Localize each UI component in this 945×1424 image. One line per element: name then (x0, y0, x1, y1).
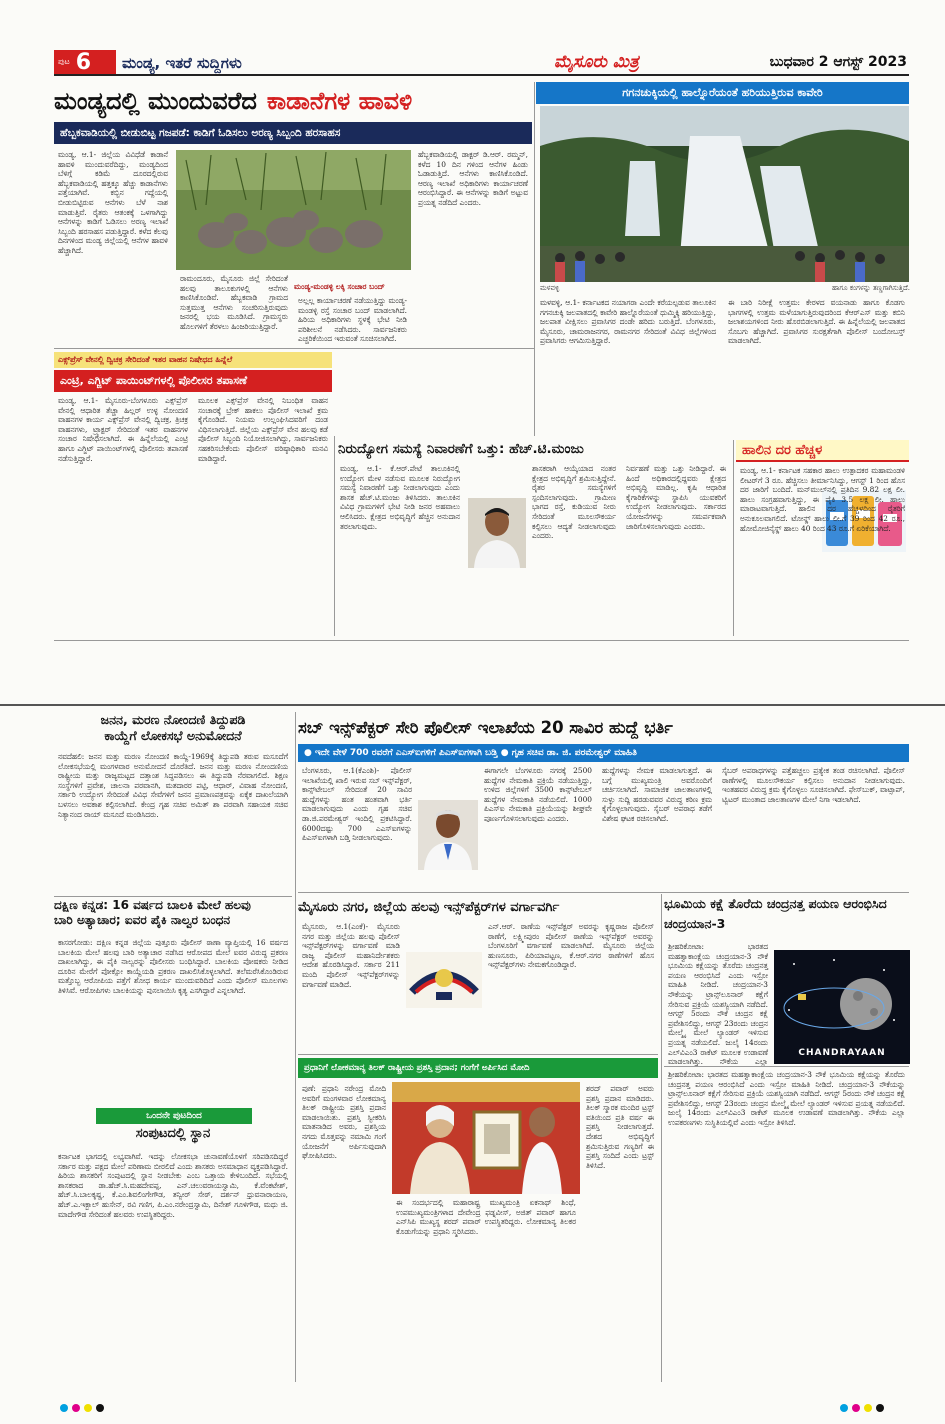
color-dot (840, 1404, 848, 1412)
color-dot (60, 1404, 68, 1412)
dk-headline-line2: ಬಾರಿ ಅತ್ಯಾಚಾರ; ಐವರ ಪೈಕಿ ನಾಲ್ವರ ಬಂಧನ (54, 913, 231, 927)
divider (54, 348, 534, 349)
lead-col-2: ರಾಮಂದೂರು, ಮೈಸೂರು ಜಿಲ್ಲೆ ಸೇರಿದಂತೆ ಹಲವು ತಾಲೂಕುಗಳಲ್ಲಿ ಆನೆಗಳು ಕಾಣಿಸಿಕೊಂಡಿವೆ. ಹೆಬ್ಬಕವಾಡಿ ಗ್ರಾಮದ ಸುತ್ತಮುತ್ತ ಆನೆಗಳು ಸಂಚರಿಸುತ್ತಿರುವುದು ಜನರಲ್ಲಿ ಭಯ ಮೂಡಿಸಿದೆ. ಗ್ರಾಮಸ್ಥರು ಹೊಲಗಳಿಗೆ ತೆರಳಲು ಹಿಂಜರಿಯುತ್ತಿದ್ದಾರೆ. (180, 274, 288, 331)
page-number-badge (54, 50, 116, 74)
modi-award-photo (392, 1082, 580, 1194)
milk-text: ಮಂಡ್ಯ, ಆ.1- ಕರ್ನಾಟಕ ಸಹಕಾರ ಹಾಲು ಉತ್ಪಾದಕರ ಮಹಾಮಂಡಳಿ ಲೀಟರ್‌ಗೆ 3 ರೂ. ಹೆಚ್ಚಿಸಲು ತೀರ್ಮಾನಿಸಿದ್ದು, ಆಗಸ್ಟ್ 1 ರಿಂದ ಹೊಸ ದರ ಜಾರಿಗೆ ಬಂದಿದೆ. ಮನ್‌ಮುಲ್‌ನಲ್ಲಿ ಪ್ರತಿದಿನ 9.82 ಲಕ್ಷ ಲೀ. ಹಾಲು ಸಂಗ್ರಹವಾಗುತ್ತಿದ್ದು, ಈ ಪೈಕಿ 3.5 ಲಕ್ಷ ಲೀ. ಹಾಲು ಮಾರಾಟವಾಗುತ್ತಿದೆ. ಹಾಲಿನ ದರ ಹೆಚ್ಚಳದಿಂದ ರೈತರಿಗೆ ಅನುಕೂಲವಾಗಲಿದೆ. ಟೋನ್ಡ್ ಹಾಲು ಲೀ.ಗೆ 39 ರಿಂದ 42 ರೂ., ಹೋಮೋಜಿನೈಸ್ಡ್ ಹಾಲು 40 ರಿಂದ 43 ರೂ.ಗೆ ಏರಿಕೆಯಾಗಿದೆ. (740, 466, 905, 533)
lead-col-4: ಹೆಬ್ಬಕವಾಡಿಯಲ್ಲಿ ಡಾಕ್ಟರ್ ಡಿ.ಆರ್. ರಮ್ಮನ್, ಕಳೆದ 10 ದಿನ ಗಳಿಂದ ಆನೆಗಳ ಹಿಂಡು ಓಡಾಡುತ್ತಿದೆ. ಆನೆಗಳು ಕಾಣಿಸಿಕೊಂಡಿದೆ. ಆರಣ್ಯ ಇಲಾಖೆ ಅಧಿಕಾರಿಗಳು ಕಾರ್ಯಾಚರಣೆ ಆರಂಭಿಸಿದ್ದಾರೆ. ಈ ಆನೆಗಳನ್ನು ಕಾಡಿಗೆ ಅಟ್ಟುವ ಪ್ರಯತ್ನ ನಡೆದಿದೆ ಎಂದರು. (418, 150, 528, 207)
waterfall-col-2: ಈ ಬಾರಿ ನಿರೀಕ್ಷೆ ಉತ್ತಮ: ಕೇರಳದ ವಯನಾಡು ಹಾಗೂ ಕೊಡಗು ಭಾಗಗಳಲ್ಲಿ ಉತ್ತಮ ಮಳೆಯಾಗುತ್ತಿರುವುದರಿಂದ ಕೆಆರ್‌ಎಸ್ ಮತ್ತು ಕಬಿನಿ ಜಲಾಶಯಗಳಿಂದ ನೀರು ಹೊರಬಿಡಲಾಗುತ್ತಿದೆ. ಈ ಹಿನ್ನೆಲೆಯಲ್ಲಿ ಜಲಪಾತದ ಸೊಬಗು ಹೆಚ್ಚಾಗಿದೆ. ಪ್ರವಾಸಿಗರ ಸುರಕ್ಷತೆಗಾಗಿ ಪೊಲೀಸ್ ಬಂದೋಬಸ್ತ್ ಮಾಡಲಾಗಿದೆ. (728, 298, 905, 346)
page-label: ಪುಟ (58, 57, 70, 66)
mysuru-col-2: ಎನ್.ಆರ್. ಠಾಣೆಯ ಇನ್ಸ್‌ಪೆಕ್ಟರ್ ಅವರನ್ನು ಕೃಷ್ಣರಾಜ ಪೊಲೀಸ್ ಠಾಣೆಗೆ, ಲಕ್ಷ್ಮೀಪುರಂ ಪೊಲೀಸ್ ಠಾಣೆಯ ಇನ್ಸ್‌ಪೆಕ್ಟರ್ ಅವರನ್ನು ಬೆಂಗಳೂರಿಗೆ ವರ್ಗಾವಣೆ ಮಾಡಲಾಗಿದೆ. ಮೈಸೂರು ಜಿಲ್ಲೆಯ ಹುಣಸೂರು, ಪಿರಿಯಾಪಟ್ಟಣ, ಕೆ.ಆರ್.ನಗರ ಠಾಣೆಗಳಿಗೆ ಹೊಸ ಇನ್ಸ್‌ಪೆಕ್ಟರ್‌ಗಳು ನೇಮಕಗೊಂಡಿದ್ದಾರೆ. (488, 922, 654, 970)
mysuru-headline-text: ಮೈಸೂರು ನಗರ, ಜಿಲ್ಲೆಯ ಹಲವು ಇನ್ಸ್‌ಪೆಕ್ಟರ್‌ಗಳ ವರ್ಗಾವರ್ಗಿ (298, 899, 560, 915)
modi-award-image (392, 1082, 580, 1194)
lead-col-3-kicker: ಮಂಡ್ಯ-ಮಂಡಳ್ಳಿ ಲಕ್ಕಿ ಸಂಚಾರ ಬಂದ್ (294, 282, 385, 291)
express-banner-text: ಎಕ್ಸ್‌ಪ್ರೆಸ್ ವೇನಲ್ಲಿ ದ್ವಿಚಕ್ರ ಸೇರಿದಂತೆ ಇತರ ವಾಹನ ನಿಷೇಧದ ಹಿನ್ನೆಲೆ (58, 355, 233, 364)
mysuru-headline (298, 896, 658, 918)
police-emblem-image (406, 952, 482, 1008)
police-col-1: ಬೆಂಗಳೂರು, ಆ.1(ಕೆಎಂಶಿ)- ಪೊಲೀಸ್ ಇಲಾಖೆಯಲ್ಲಿ ಖಾಲಿ ಇರುವ ಸಬ್ ಇನ್ಸ್‌ಪೆಕ್ಟರ್, ಕಾನ್ಸ್‌ಟೇಬಲ್ ಸೇರಿದಂತೆ 20 ಸಾವಿರ ಹುದ್ದೆಗಳನ್ನು ಹಂತ ಹಂತವಾಗಿ ಭರ್ತಿ ಮಾಡಲಾಗುವುದು ಎಂದು ಗೃಹ ಸಚಿವ ಡಾ.ಜಿ.ಪರಮೇಶ್ವರ್ ಇಂದಿಲ್ಲಿ ಪ್ರಕಟಿಸಿದ್ದಾರೆ. 6000ದಷ್ಟು 700 ಎಎಸ್‌ಐಗಳನ್ನು ಪಿಎಸ್‌ಐಗಳಾಗಿ ಬಡ್ತಿ ನೀಡಲಾಗುವುದು. (302, 766, 412, 843)
hdk-headline (338, 438, 730, 460)
dk-headline (54, 898, 292, 936)
minister-portrait (418, 800, 478, 870)
page-number: 6 (75, 50, 92, 75)
lead-subhead-text: ಹೆಬ್ಬಕವಾಡಿಯಲ್ಲಿ ಬೀಡುಬಿಟ್ಟ ಗಜಪಡೆ: ಕಾಡಿಗೆ ಓಡಿಸಲು ಅರಣ್ಯ ಸಿಬ್ಬಂದಿ ಹರಸಾಹಸ (60, 126, 341, 139)
police-col-4: ಸೈಬರ್ ಅಪರಾಧಗಳನ್ನು ಪತ್ತೆಹಚ್ಚಲು ಪ್ರತ್ಯೇಕ ತಂಡ ರಚಿಸಲಾಗಿದೆ. ಪೊಲೀಸ್ ಠಾಣೆಗಳಲ್ಲಿ ಮೂಲಸೌಕರ್ಯ ಕಲ್ಪಿಸಲು ಅನುದಾನ ನೀಡಲಾಗುವುದು. ಇಂತಹವರ ವಿರುದ್ಧ ಕ್ರಮ ಕೈಗೊಳ್ಳಲು ಸೂಚಿಸಲಾಗಿದೆ. ಫೇಸ್‌ಬುಕ್, ವಾಟ್ಸಾಪ್, ಟ್ವಿಟರ್ ಮುಂತಾದ ಜಾಲತಾಣಗಳ ಮೇಲೆ ನಿಗಾ ಇಡಲಾಗಿದೆ. (722, 766, 905, 804)
divider (334, 436, 335, 636)
chandrayaan-text: ಶ್ರೀಹರಿಕೋಟಾ: ಭಾರತದ ಮಹತ್ವಾಕಾಂಕ್ಷೆಯ ಚಂದ್ರಯಾನ-3 ನೌಕೆ ಭೂಮಿಯ ಕಕ್ಷೆಯನ್ನು ತೊರೆದು ಚಂದ್ರನತ್ತ ಪಯಣ ಆರಂಭಿಸಿದೆ ಎಂದು ಇಸ್ರೋ ಮಾಹಿತಿ ನೀಡಿದೆ. ಚಂದ್ರಯಾನ-3 ನೌಕೆಯನ್ನು ಟ್ರಾನ್ಸ್‌ಲೂನಾರ್ ಕಕ್ಷೆಗೆ ಸೇರಿಸುವ ಪ್ರಕ್ರಿಯೆ ಯಶಸ್ವಿಯಾಗಿ ನಡೆದಿದೆ. ಆಗಸ್ಟ್ 5ರಂದು ನೌಕೆ ಚಂದ್ರನ ಕಕ್ಷೆ ಪ್ರವೇಶಿಸಲಿದ್ದು, ಆಗಸ್ಟ್ 23ರಂದು ಚಂದ್ರನ ಮೇಲ್ಮೈ ಮೇಲೆ ಲ್ಯಾಂಡರ್ ಇಳಿಸುವ ಪ್ರಯತ್ನ ನಡೆಯಲಿದೆ. ಜುಲೈ 14ರಂದು ಎಲ್‌ವಿಎಂ3 ರಾಕೆಟ್ ಮೂಲಕ ಉಡಾವಣೆ ಮಾಡಲಾಗಿತ್ತು. ನೌಕೆಯ ಎಲ್ಲಾ (668, 942, 768, 1066)
divider (298, 1054, 658, 1055)
color-dot (84, 1404, 92, 1412)
color-dot (72, 1404, 80, 1412)
lead-col-1: ಮಂಡ್ಯ, ಆ.1- ಜಿಲ್ಲೆಯ ವಿವಿಧೆಡೆ ಕಾಡಾನೆ ಹಾವಳಿ ಮುಂದುವರೆದಿದ್ದು, ಮಂಡ್ಯದಿಂದ ಬೆಳಿಗ್ಗೆ ಕಡಿಮೆ ದೂರದಲ್ಲಿರುವ ಹೆಬ್ಬಕವಾಡಿಯಲ್ಲಿ ಹತ್ತಕ್ಕೂ ಹೆಚ್ಚು ಕಾಡಾನೆಗಳು ಪತ್ತೆಯಾಗಿವೆ. ಕಬ್ಬಿನ ಗದ್ದೆಯಲ್ಲಿ ಬೀಡುಬಿಟ್ಟಿರುವ ಆನೆಗಳು ಬೆಳೆ ನಾಶ ಮಾಡುತ್ತಿವೆ. ರೈತರು ಆತಂಕಕ್ಕೆ ಒಳಗಾಗಿದ್ದು ಆನೆಗಳನ್ನು ಕಾಡಿಗೆ ಓಡಿಸಲು ಅರಣ್ಯ ಇಲಾಖೆ ಸಿಬ್ಬಂದಿ ಹರಸಾಹಸ ಪಡುತ್ತಿದ್ದಾರೆ. ಕಳೆದ ಕೆಲವು ದಿನಗಳಿಂದ ಮಂಡ್ಯ ಜಿಲ್ಲೆಯಲ್ಲಿ ಆನೆಗಳ ಹಾವಳಿ ಹೆಚ್ಚಾಗಿದೆ. (58, 150, 168, 255)
waterfall-photo (540, 106, 909, 282)
lead-headline (54, 82, 532, 120)
lead-headline-black: ಮಂಡ್ಯದಲ್ಲಿ ಮುಂದುವರೆದ (54, 87, 257, 115)
sampada-ribbon-text: ಒಂದನೇ ಪುಟದಿಂದ (146, 1111, 202, 1121)
print-color-bar (840, 1404, 900, 1414)
chandrayaan-continued (664, 1068, 909, 1382)
elephants-image (176, 150, 411, 270)
divider (54, 640, 909, 641)
mysuru-col-1: ಮೈಸೂರು, ಆ.1(ಎಂಕೆ)- ಮೈಸೂರು ನಗರ ಮತ್ತು ಜಿಲ್ಲೆಯ ಹಲವು ಪೊಲೀಸ್ ಇನ್ಸ್‌ಪೆಕ್ಟರ್‌ಗಳನ್ನು ವರ್ಗಾವಣೆ ಮಾಡಿ ರಾಜ್ಯ ಪೊಲೀಸ್ ಮಹಾನಿರ್ದೇಶಕರು ಆದೇಶ ಹೊರಡಿಸಿದ್ದಾರೆ. ಸರ್ಕಾರ 211 ಮಂದಿ ಪೊಲೀಸ್ ಇನ್ಸ್‌ಪೆಕ್ಟರ್‌ಗಳನ್ನು ವರ್ಗಾವಣೆ ಮಾಡಿದೆ. (302, 922, 400, 989)
divider (298, 892, 909, 893)
header-bar (54, 50, 909, 76)
chandrayaan-headline-text: ಭೂಮಿಯ ಕಕ್ಷೆ ತೊರೆದು ಚಂದ್ರನತ್ತ ಪಯಣ ಆರಂಭಿಸಿದ ಚಂದ್ರಯಾನ-3 (664, 896, 887, 931)
masthead: ಮೈಸೂರು ಮಿತ್ರ (554, 52, 639, 72)
chandrayaan-image-label: CHANDRAYAAN (798, 1048, 886, 1058)
section-title: ಮಂಡ್ಯ, ಇತರೆ ಸುದ್ದಿಗಳು (122, 54, 242, 72)
modi-headline-text: ಪ್ರಧಾನಿಗೆ ಲೋಕಮಾನ್ಯ ತಿಲಕ್ ರಾಷ್ಟ್ರೀಯ ಪ್ರಶಸ್ತಿ ಪ್ರದಾನ; ಗಂಗೆಗೆ ಅರ್ಪಿಸಿದ ಮೋದಿ (304, 1063, 530, 1073)
lead-headline-red: ಕಾಡಾನೆಗಳ ಹಾವಳಿ (266, 87, 413, 115)
lead-col-3: ಅಲ್ಲಲ್ಲ ಕಾರ್ಯಾಚರಣೆ ನಡೆಯುತ್ತಿದ್ದು ಮಂಡ್ಯ-ಮಂಡಳ್ಳಿ ರಸ್ತೆ ಸಂಚಾರ ಬಂದ್ ಮಾಡಲಾಗಿದೆ. ಹಿರಿಯ ಅಧಿಕಾರಿಗಳು ಸ್ಥಳಕ್ಕೆ ಭೇಟಿ ನೀಡಿ ಪರಿಶೀಲನೆ ನಡೆಸಿದರು. ಸಾರ್ವಜನಿಕರು ಎಚ್ಚರಿಕೆಯಿಂದ ಇರುವಂತೆ ಸೂಚಿಸಲಾಗಿದೆ. (298, 296, 407, 344)
birth-headline-line1: ಜನನ, ಮರಣ ನೋಂದಣಿ ತಿದ್ದುಪಡಿ (100, 712, 246, 727)
waterfall-banner (536, 82, 909, 104)
modi-col-2: ಈ ಸಂದರ್ಭದಲ್ಲಿ ಮಹಾರಾಷ್ಟ್ರ ಮುಖ್ಯಮಂತ್ರಿ ಏಕನಾಥ್ ಶಿಂಧೆ, ಉಪಮುಖ್ಯಮಂತ್ರಿಗಳಾದ ದೇವೇಂದ್ರ ಫಡ್ನವೀಸ್, ಅಜಿತ್ ಪವಾರ್ ಹಾಗೂ ಎನ್‌ಸಿಪಿ ಮುಖ್ಯಸ್ಥ ಶರದ್ ಪವಾರ್ ಉಪಸ್ಥಿತರಿದ್ದರು. ಲೋಕಮಾನ್ಯ ತಿಲಕರ ಕೊಡುಗೆಯನ್ನು ಪ್ರಧಾನಿ ಸ್ಮರಿಸಿದರು. (396, 1198, 576, 1236)
divider (733, 440, 734, 636)
print-color-bar (60, 1404, 120, 1414)
police-info-bar-text: ● ಇದೇ ವೇಳೆ 700 ರವರೆಗೆ ಎಎಸ್‌ಐಗಳಿಗೆ ಪಿಎಸ್‌ಐಗಳಾಗಿ ಬಡ್ತಿ ● ಗೃಹ ಸಚಿವ ಡಾ. ಜಿ. ಪರಮೇಶ್ವರ್ ಮಾಹಿತಿ (304, 748, 637, 758)
waterfall-caption-left: ಮಳವಳ್ಳಿ (540, 284, 560, 292)
hdk-col-2: ಶಾಸಕರಾಗಿ ಆಯ್ಕೆಯಾದ ನಂತರ ಕ್ಷೇತ್ರದ ಅಭಿವೃದ್ಧಿಗೆ ಶ್ರಮಿಸುತ್ತಿದ್ದೇನೆ. ರೈತರ ಸಮಸ್ಯೆಗಳಿಗೆ ಸ್ಪಂದಿಸಲಾಗುವುದು. ಗ್ರಾಮೀಣ ಭಾಗದ ರಸ್ತೆ, ಕುಡಿಯುವ ನೀರು ಸೇರಿದಂತೆ ಮೂಲಸೌಕರ್ಯ ಕಲ್ಪಿಸಲು ಆದ್ಯತೆ ನೀಡಲಾಗುವುದು ಎಂದರು. (532, 464, 616, 541)
color-dot (864, 1404, 872, 1412)
milk-banner-text: ಹಾಲಿನ ದರ ಹೆಚ್ಚಳ (742, 442, 823, 458)
modi-col-3: ಶರದ್ ಪವಾರ್ ಅವರು ಪ್ರಶಸ್ತಿ ಪ್ರದಾನ ಮಾಡಿದರು. ತಿಲಕ್ ಸ್ಮಾರಕ ಮಂದಿರ ಟ್ರಸ್ಟ್ ವತಿಯಿಂದ ಪ್ರತಿ ವರ್ಷ ಈ ಪ್ರಶಸ್ತಿ ನೀಡಲಾಗುತ್ತದೆ. ದೇಶದ ಅಭಿವೃದ್ಧಿಗೆ ಶ್ರಮಿಸುತ್ತಿರುವ ಗಣ್ಯರಿಗೆ ಈ ಪ್ರಶಸ್ತಿ ಸಂದಿದೆ ಎಂದು ಟ್ರಸ್ಟ್ ತಿಳಿಸಿದೆ. (586, 1084, 654, 1170)
express-headline (54, 370, 332, 392)
express-col-2: ಮೂಲಕ ಎಕ್ಸ್‌ಪ್ರೆಸ್ ವೇನಲ್ಲಿ ನಿಬಂಧಿತ ವಾಹನ ಸಂಚಾರಕ್ಕೆ ಬ್ರೇಕ್ ಹಾಕಲು ಪೊಲೀಸ್ ಇಲಾಖೆ ಕ್ರಮ ಕೈಗೊಂಡಿದೆ. ನಿಯಮ ಉಲ್ಲಂಘಿಸಿದವರಿಗೆ ದಂಡ ವಿಧಿಸಲಾಗುತ್ತಿದೆ. ಜಿಲ್ಲೆಯ ಎಕ್ಸ್‌ಪ್ರೆಸ್ ವೇನ ಹಲವು ಕಡೆ ಪೊಲೀಸ್ ಸಿಬ್ಬಂದಿ ನಿಯೋಜಿಸಲಾಗಿದ್ದು, ಸಾರ್ವಜನಿಕರು ಸಹಕರಿಸಬೇಕೆಂದು ಪೊಲೀಸ್ ವರಿಷ್ಠಾಧಿಕಾರಿ ಮನವಿ ಮಾಡಿದ್ದಾರೆ. (198, 396, 328, 463)
color-dot (96, 1404, 104, 1412)
hdk-col-1: ಮಂಡ್ಯ, ಆ.1- ಕೆ.ಆರ್.ಪೇಟೆ ತಾಲೂಕಿನಲ್ಲಿ ಉದ್ಯೋಗ ಮೇಳ ನಡೆಸುವ ಮೂಲಕ ನಿರುದ್ಯೋಗ ಸಮಸ್ಯೆ ನಿವಾರಣೆಗೆ ಒತ್ತು ನೀಡಲಾಗುವುದು ಎಂದು ಶಾಸಕ ಹೆಚ್.ಟಿ.ಮಂಜು ತಿಳಿಸಿದರು. ತಾಲೂಕಿನ ವಿವಿಧ ಗ್ರಾಮಗಳಿಗೆ ಭೇಟಿ ನೀಡಿ ಜನರ ಅಹವಾಲು ಆಲಿಸಿದರು. ಕ್ಷೇತ್ರದ ಅಭಿವೃದ್ಧಿಗೆ ಹೆಚ್ಚಿನ ಅನುದಾನ ತರಲಾಗುವುದು. (340, 464, 460, 531)
divider (0, 704, 945, 706)
mla-portrait (468, 498, 526, 568)
waterfall-image (540, 106, 909, 282)
police-headline (298, 714, 909, 742)
police-col-3: ಹುದ್ದೆಗಳನ್ನು ನೇಮಕ ಮಾಡಲಾಗುತ್ತದೆ. ಈ ಬಗ್ಗೆ ಮುಖ್ಯಮಂತ್ರಿ ಅವರೊಂದಿಗೆ ಚರ್ಚಿಸಲಾಗಿದೆ. ಸಾಮಾಜಿಕ ಜಾಲತಾಣಗಳಲ್ಲಿ ಸುಳ್ಳು ಸುದ್ದಿ ಹರಡುವವರ ವಿರುದ್ಧ ಕಠಿಣ ಕ್ರಮ ಕೈಗೊಳ್ಳಲಾಗುವುದು. ಸೈಬರ್ ಅಪರಾಧ ತಡೆಗೆ ವಿಶೇಷ ಘಟಕ ರಚಿಸಲಾಗಿದೆ. (602, 766, 712, 823)
chandrayaan-continued-text: ಶ್ರೀಹರಿಕೋಟಾ: ಭಾರತದ ಮಹತ್ವಾಕಾಂಕ್ಷೆಯ ಚಂದ್ರಯಾನ-3 ನೌಕೆ ಭೂಮಿಯ ಕಕ್ಷೆಯನ್ನು ತೊರೆದು ಚಂದ್ರನತ್ತ ಪಯಣ ಆರಂಭಿಸಿದೆ ಎಂದು ಇಸ್ರೋ ಮಾಹಿತಿ ನೀಡಿದೆ. ಚಂದ್ರಯಾನ-3 ನೌಕೆಯನ್ನು ಟ್ರಾನ್ಸ್‌ಲೂನಾರ್ ಕಕ್ಷೆಗೆ ಸೇರಿಸುವ ಪ್ರಕ್ರಿಯೆ ಯಶಸ್ವಿಯಾಗಿ ನಡೆದಿದೆ. ಆಗಸ್ಟ್ 5ರಂದು ನೌಕೆ ಚಂದ್ರನ ಕಕ್ಷೆ ಪ್ರವೇಶಿಸಲಿದ್ದು, ಆಗಸ್ಟ್ 23ರಂದು ಚಂದ್ರನ ಮೇಲ್ಮೈ ಮೇಲೆ ಲ್ಯಾಂಡರ್ ಇಳಿಸುವ ಪ್ರಯತ್ನ ನಡೆಯಲಿದೆ. ಜುಲೈ 14ರಂದು ಎಲ್‌ವಿಎಂ3 ರಾಕೆಟ್ ಮೂಲಕ ಉಡಾವಣೆ ಮಾಡಲಾಗಿತ್ತು. ನೌಕೆಯ ಎಲ್ಲಾ ಉಪಕರಣಗಳು ಸುಸ್ಥಿತಿಯಲ್ಲಿವೆ ಎಂದು ಇಸ್ರೋ ತಿಳಿಸಿದೆ. (668, 1070, 905, 1127)
birth-headline-line2: ಕಾಯ್ದೆಗೆ ಲೋಕಸಭೆ ಅನುಮೋದನೆ (104, 728, 242, 743)
lead-subhead (54, 122, 532, 144)
express-headline-text: ಎಂಟ್ರಿ, ಎಗ್ಜಿಟ್ ಪಾಯಿಂಟ್‌ಗಳಲ್ಲಿ ಪೊಲೀಸರ ತಪಾಸಣೆ (60, 374, 248, 387)
birth-headline (54, 712, 292, 750)
birth-text: ನವದೆಹಲಿ: ಜನನ ಮತ್ತು ಮರಣ ನೋಂದಣಿ ಕಾಯ್ದೆ-1969ಕ್ಕೆ ತಿದ್ದುಪಡಿ ತರುವ ಮಸೂದೆಗೆ ಲೋಕಸಭೆಯಲ್ಲಿ ಮಂಗಳವಾರ ಅನುಮೋದನೆ ದೊರೆತಿದೆ. ಜನನ ಮತ್ತು ಮರಣ ನೋಂದಣಿಯ ರಾಷ್ಟ್ರೀಯ ಮತ್ತು ರಾಜ್ಯಮಟ್ಟದ ದತ್ತಾಂಶ ಸಿದ್ಧಪಡಿಸಲು ಈ ತಿದ್ದುಪಡಿ ನೆರವಾಗಲಿದೆ. ಶಿಕ್ಷಣ ಸಂಸ್ಥೆಗಳಿಗೆ ಪ್ರವೇಶ, ಚಾಲನಾ ಪರವಾನಗಿ, ಮತದಾರರ ಪಟ್ಟಿ, ಆಧಾರ್, ವಿವಾಹ ನೋಂದಣಿ, ಸರ್ಕಾರಿ ಉದ್ಯೋಗ ಸೇರಿದಂತೆ ವಿವಿಧ ಸೇವೆಗಳಿಗೆ ಜನನ ಪ್ರಮಾಣಪತ್ರವನ್ನು ಏಕೈಕ ದಾಖಲೆಯಾಗಿ ಬಳಸಲು ಅವಕಾಶ ಕಲ್ಪಿಸಲಾಗಿದೆ. ಕೇಂದ್ರ ಗೃಹ ಸಚಿವ ಅಮಿತ್ ಶಾ ಪರವಾಗಿ ಸಹಾಯಕ ಸಚಿವ ನಿತ್ಯಾನಂದ ರಾಯ್ ಮಸೂದೆ ಮಂಡಿಸಿದರು. (58, 752, 288, 819)
minister-image (418, 800, 478, 870)
hdk-col-3: ನಿರ್ವಹಣೆ ಮತ್ತು ಒತ್ತು ನೀಡಿದ್ದಾರೆ. ಈ ಹಿಂದೆ ಅಧಿಕಾರದಲ್ಲಿದ್ದವರು ಕ್ಷೇತ್ರದ ಅಭಿವೃದ್ಧಿ ಮಾಡಿಲ್ಲ. ಕೃಷಿ ಆಧಾರಿತ ಕೈಗಾರಿಕೆಗಳನ್ನು ಸ್ಥಾಪಿಸಿ ಯುವಕರಿಗೆ ಉದ್ಯೋಗ ನೀಡಲಾಗುವುದು. ಸರ್ಕಾರದ ಯೋಜನೆಗಳನ್ನು ಸಮರ್ಪಕವಾಗಿ ಜಾರಿಗೊಳಿಸಲಾಗುವುದು ಎಂದರು. (626, 464, 726, 531)
police-col-2: ಈಗಾಗಲೇ ಬೆಂಗಳೂರು ನಗರಕ್ಕೆ 2500 ಹುದ್ದೆಗಳ ನೇಮಕಾತಿ ಪ್ರಕ್ರಿಯೆ ನಡೆಯುತ್ತಿದ್ದು, ಉಳಿದ ಜಿಲ್ಲೆಗಳಿಗೆ 3500 ಕಾನ್ಸ್‌ಟೇಬಲ್ ಹುದ್ದೆಗಳ ನೇಮಕಾತಿ ನಡೆಯಲಿದೆ. 1000 ಪಿಎಸ್‌ಐ ನೇಮಕಾತಿ ಪ್ರಕ್ರಿಯೆಯನ್ನು ಶೀಘ್ರವೇ ಪೂರ್ಣಗೊಳಿಸಲಾಗುವುದು ಎಂದರು. (484, 766, 592, 823)
waterfall-caption-right: ಹಾಗೂ ಕಂಗಳನ್ನು ತಣ್ಣಗಾಗಿಸುತ್ತಿದೆ. (832, 284, 910, 292)
modi-col-1: ಪುಣೆ: ಪ್ರಧಾನಿ ನರೇಂದ್ರ ಮೋದಿ ಅವರಿಗೆ ಮಂಗಳವಾರ ಲೋಕಮಾನ್ಯ ತಿಲಕ್ ರಾಷ್ಟ್ರೀಯ ಪ್ರಶಸ್ತಿ ಪ್ರದಾನ ಮಾಡಲಾಯಿತು. ಪ್ರಶಸ್ತಿ ಸ್ವೀಕರಿಸಿ ಮಾತನಾಡಿದ ಅವರು, ಪ್ರಶಸ್ತಿಯ ನಗದು ಮೊತ್ತವನ್ನು ನಮಾಮಿ ಗಂಗೆ ಯೋಜನೆಗೆ ಅರ್ಪಿಸುವುದಾಗಿ ಘೋಷಿಸಿದರು. (302, 1084, 386, 1161)
dk-text: ಕಾಸರಗೋಡು: ದಕ್ಷಿಣ ಕನ್ನಡ ಜಿಲ್ಲೆಯ ಪುತ್ತೂರು ಪೊಲೀಸ್ ಠಾಣಾ ವ್ಯಾಪ್ತಿಯಲ್ಲಿ 16 ವರ್ಷದ ಬಾಲಕಿಯ ಮೇಲೆ ಹಲವು ಬಾರಿ ಅತ್ಯಾಚಾರ ನಡೆಸಿದ ಆರೋಪದ ಮೇಲೆ ಐವರ ವಿರುದ್ಧ ಪ್ರಕರಣ ದಾಖಲಾಗಿದ್ದು, ಈ ಪೈಕಿ ನಾಲ್ವರನ್ನು ಪೊಲೀಸರು ಬಂಧಿಸಿದ್ದಾರೆ. ಬಾಲಕಿಯ ಪೋಷಕರು ನೀಡಿದ ದೂರಿನ ಮೇರೆಗೆ ಪೋಕ್ಸೋ ಕಾಯ್ದೆಯಡಿ ಪ್ರಕರಣ ದಾಖಲಿಸಿಕೊಳ್ಳಲಾಗಿದೆ. ತಲೆಮರೆಸಿಕೊಂಡಿರುವ ಮತ್ತೊಬ್ಬ ಆರೋಪಿಯ ಪತ್ತೆಗೆ ಶೋಧ ಕಾರ್ಯ ಮುಂದುವರಿದಿದೆ ಎಂದು ಪೊಲೀಸ್ ಮೂಲಗಳು ತಿಳಿಸಿವೆ. ಆರೋಪಿಗಳು ಬಾಲಕಿಯನ್ನು ಪುಸಲಾಯಿಸಿ ಕೃತ್ಯ ಎಸಗಿದ್ದಾರೆ ಎನ್ನಲಾಗಿದೆ. (58, 938, 288, 995)
sampada-text: ಕರ್ನಾಟಕ ಭಾಗದಲ್ಲಿ ಲಭ್ಯವಾಗಿವೆ. ಇದನ್ನು ಲೋಕಸಭಾ ಚುನಾವಣೆಯೊಳಗೆ ಸರಿಪಡಿಸದಿದ್ದರೆ ಸರ್ಕಾರ ಮತ್ತು ಪಕ್ಷದ ಮೇಲೆ ಪರಿಣಾಮ ಬೀರಲಿದೆ ಎಂದು ಶಾಸಕರು ಅಸಮಾಧಾನ ವ್ಯಕ್ತಪಡಿಸಿದ್ದಾರೆ. ಹಿರಿಯ ಶಾಸಕರಿಗೆ ಸಂಪುಟದಲ್ಲಿ ಸ್ಥಾನ ನೀಡಬೇಕು ಎಂಬ ಒತ್ತಾಯ ಕೇಳಿಬಂದಿದೆ. ಸಭೆಯಲ್ಲಿ ಶಾಸಕರಾದ ಡಾ.ಹೆಚ್.ಸಿ.ಮಹದೇವಪ್ಪ, ಎನ್.ಚಲುವರಾಯಸ್ವಾಮಿ, ಕೆ.ವೆಂಕಟೇಶ್, ಹೆಚ್.ಸಿ.ಬಾಲಕೃಷ್ಣ, ಕೆ.ಎಂ.ಶಿವಲಿಂಗೇಗೌಡ, ತನ್ವೀರ್ ಸೇಠ್, ದರ್ಶನ್ ಧ್ರುವನಾರಾಯಣ, ಹೆಚ್.ಎ.ಇಕ್ಬಾಲ್ ಹುಸೇನ್, ರವಿ ಗಣಿಗ, ಪಿ.ಎಂ.ನರೇಂದ್ರಸ್ವಾಮಿ, ದಿನೇಶ್ ಗೂಳಿಗೌಡ, ಮಧು ಜಿ. ಮಾದೇಗೌಡ ಸೇರಿದಂತೆ ಹಲವರು ಉಪಸ್ಥಿತರಿದ್ದರು. (58, 1152, 288, 1219)
divider (54, 896, 292, 897)
milk-banner (736, 440, 909, 462)
divider (534, 82, 535, 436)
issue-date: ಬುಧವಾರ 2 ಆಗಸ್ಟ್ 2023 (769, 54, 907, 70)
chandrayaan-photo (774, 950, 910, 1064)
waterfall-col-1: ಮಳವಳ್ಳಿ, ಆ.1- ಕರ್ನಾಟಕದ ನಯಾಗರಾ ಎಂದೇ ಕರೆಯಲ್ಪಡುವ ತಾಲೂಕಿನ ಗಗನಚುಕ್ಕಿ ಜಲಪಾತದಲ್ಲಿ ಕಾವೇರಿ ಹಾಲ್ನೊರೆಯಂತೆ ಧುಮ್ಮಿಕ್ಕಿ ಹರಿಯುತ್ತಿದ್ದು, ಜಲಪಾತ ವೀಕ್ಷಿಸಲು ಪ್ರವಾಸಿಗರ ದಂಡೇ ಹರಿದು ಬರುತ್ತಿದೆ. ಬೆಂಗಳೂರು, ಮೈಸೂರು, ಚಾಮರಾಜನಗರ, ರಾಮನಗರ ಸೇರಿದಂತೆ ವಿವಿಧ ಜಿಲ್ಲೆಗಳಿಂದ ಪ್ರವಾಸಿಗರು ಆಗಮಿಸುತ್ತಿದ್ದಾರೆ. (540, 298, 716, 346)
divider (661, 894, 662, 1382)
divider (664, 1066, 909, 1067)
chandrayaan-image (774, 950, 910, 1064)
color-dot (852, 1404, 860, 1412)
hdk-headline-text: ನಿರುದ್ಯೋಗ ಸಮಸ್ಯೆ ನಿವಾರಣೆಗೆ ಒತ್ತು: ಹೆಚ್.ಟಿ.ಮಂಜು (338, 441, 584, 457)
divider (295, 712, 296, 1382)
elephants-photo (176, 150, 411, 270)
waterfall-banner-text: ಗಗನಚುಕ್ಕಿಯಲ್ಲಿ ಹಾಲ್ನೊರೆಯಂತೆ ಹರಿಯುತ್ತಿರುವ ಕಾವೇರಿ (622, 86, 823, 99)
modi-headline (298, 1058, 658, 1078)
sampada-headline: ಸಂಪುಟದಲ್ಲಿ ಸ್ಥಾನ (135, 1126, 211, 1141)
police-info-bar (298, 744, 909, 762)
express-col-1: ಮಂಡ್ಯ, ಆ.1- ಮೈಸೂರು-ಬೆಂಗಳೂರು ಎಕ್ಸ್‌ಪ್ರೆಸ್ ವೇನಲ್ಲಿ ಆಧಾರಿತ ತೆಚ್ಚಾ ಹಿಲ್ಲರ್ ಉಳ್ಳ ನೋಂದಣಿ ವಾಹನಗಳ ಕಾರ್ಯ ಎಕ್ಸ್‌ಪ್ರೆಸ್ ವೇನಲ್ಲಿ ದ್ವಿಚಕ್ರ, ತ್ರಿಚಕ್ರ ವಾಹನಗಳು, ಟ್ರ್ಯಾಕ್ಟರ್ ಸೇರಿದಂತೆ ಇತರ ವಾಹನಗಳ ಸಂಚಾರ ನಿಷೇಧಿಸಲಾಗಿದೆ. ಈ ಹಿನ್ನೆಲೆಯಲ್ಲಿ ಎಂಟ್ರಿ ಹಾಗೂ ಎಗ್ಜಿಟ್ ಪಾಯಿಂಟ್‌ಗಳಲ್ಲಿ ಪೊಲೀಸರು ತಪಾಸಣೆ ನಡೆಸುತ್ತಿದ್ದಾರೆ. (58, 396, 188, 463)
police-headline-text: ಸಬ್ ಇನ್ಸ್‌ಪೆಕ್ಟರ್ ಸೇರಿ ಪೊಲೀಸ್ ಇಲಾಖೆಯ 20 ಸಾವಿರ ಹುದ್ದೆ ಭರ್ತಿ (298, 718, 673, 737)
dk-headline-line1: ದಕ್ಷಿಣ ಕನ್ನಡ: 16 ವರ್ಷದ ಬಾಲಕಿ ಮೇಲೆ ಹಲವು (54, 898, 251, 912)
sampada-ribbon (96, 1108, 252, 1124)
portrait-image (468, 498, 526, 568)
police-emblem (406, 952, 482, 1008)
color-dot (876, 1404, 884, 1412)
express-banner (54, 352, 332, 368)
chandrayaan-headline (664, 894, 909, 938)
